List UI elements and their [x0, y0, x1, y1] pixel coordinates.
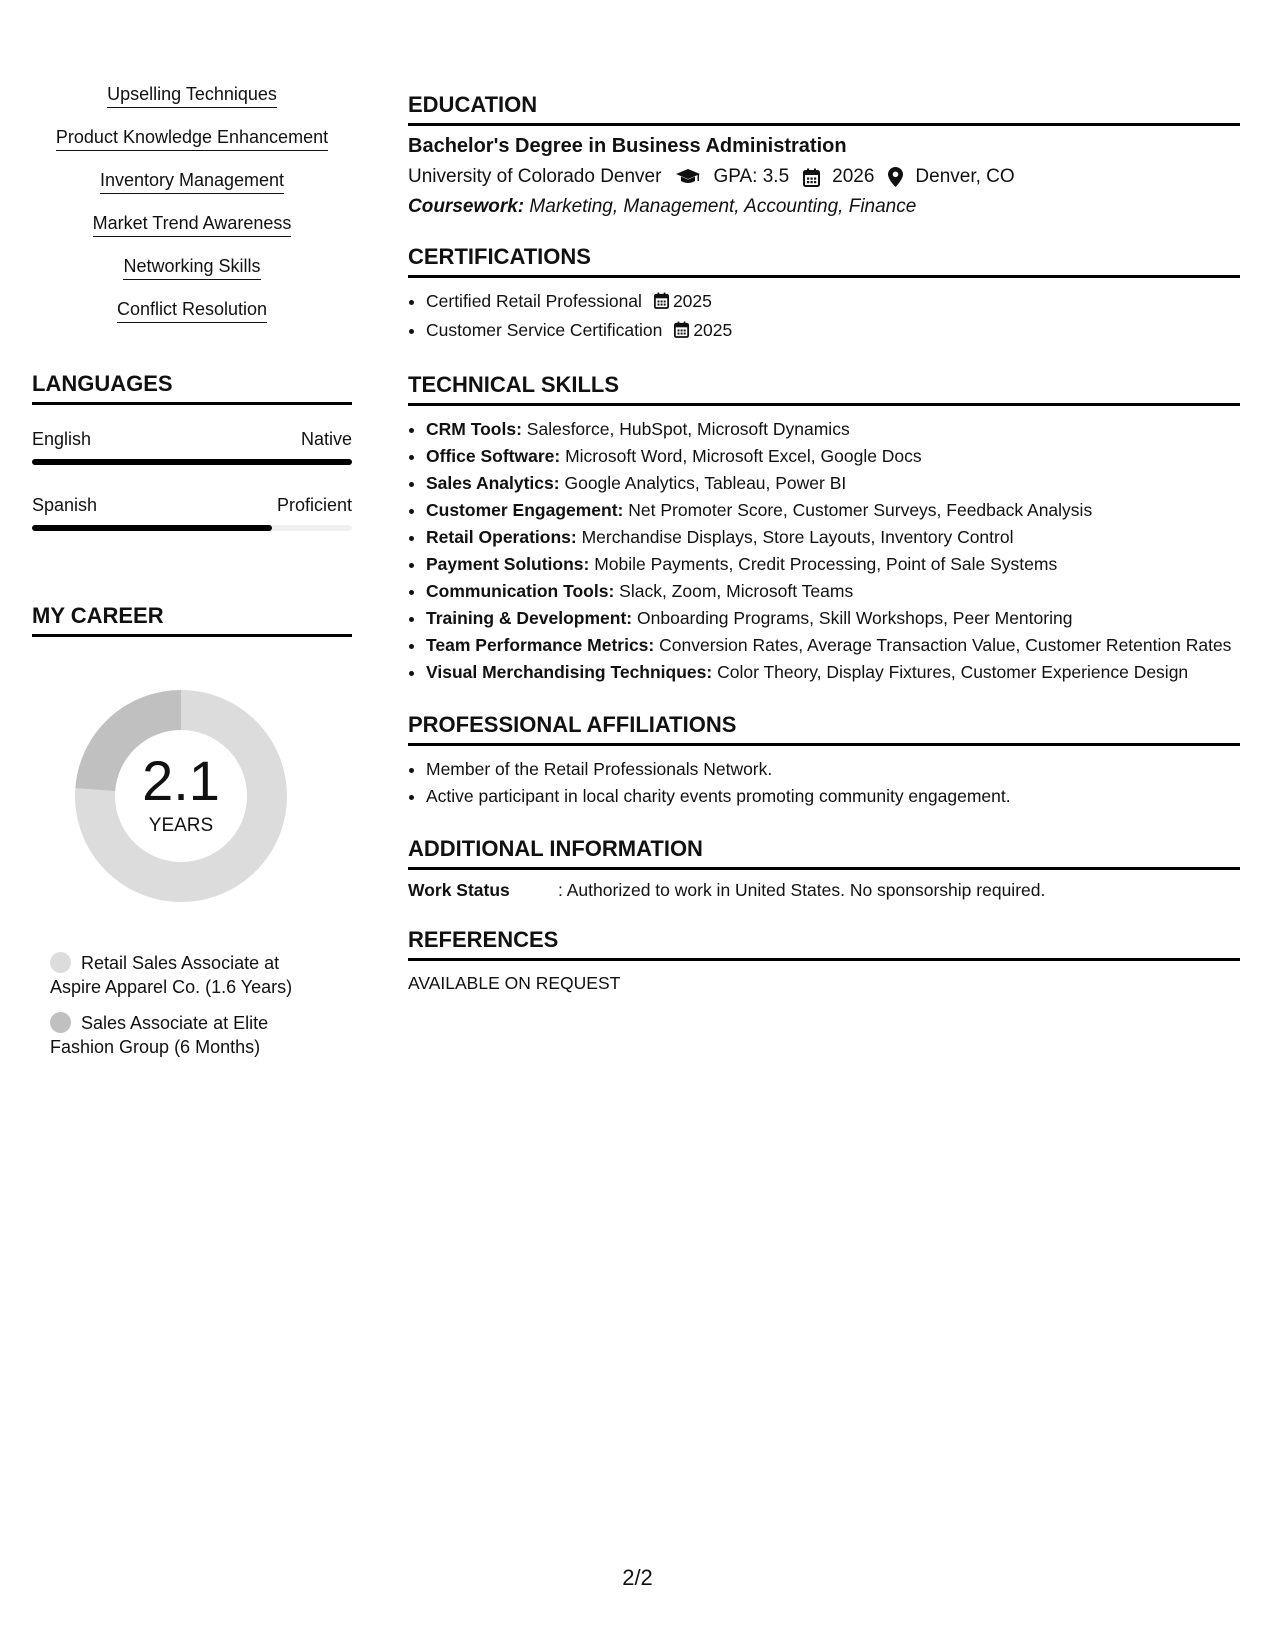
graduation-year: 2026 — [832, 166, 875, 187]
education-section — [408, 92, 1240, 218]
left-column — [32, 84, 352, 1071]
career-legend-item: Retail Sales Associate at Aspire Apparel Co. (1.6 Years) — [50, 953, 293, 997]
additional-info-section — [408, 836, 1240, 901]
calendar-icon — [803, 168, 820, 187]
technical-skills-title: TECHNICAL SKILLS — [408, 372, 1240, 406]
coursework — [408, 196, 1240, 218]
graduation-cap-icon — [675, 168, 701, 186]
legend-dot — [50, 1012, 71, 1033]
work-status-label: Work Status — [408, 880, 510, 900]
references-text: AVAILABLE ON REQUEST — [408, 973, 621, 993]
affiliations-list — [408, 756, 1240, 810]
coursework-label: Coursework: — [408, 196, 525, 217]
career-total: 2.1 — [142, 749, 220, 812]
work-status-value: : Authorized to work in United States. No sponsorship required. — [558, 880, 1046, 900]
certifications-title: CERTIFICATIONS — [408, 244, 1240, 278]
map-pin-icon — [888, 167, 903, 187]
references-section — [408, 927, 1240, 994]
certifications-section — [408, 244, 1240, 346]
language-level: Native — [300, 429, 352, 449]
education-details — [408, 166, 1240, 188]
affiliation-item: • Member of the Retail Professionals Network. — [426, 756, 1240, 783]
affiliations-section — [408, 712, 1240, 810]
technical-skill-item: • Visual Merchandising Techniques: Color Theory, Display Fixtures, Customer Experience Design — [426, 659, 1240, 686]
certifications-list — [408, 288, 1240, 346]
career-unit: YEARS — [148, 815, 214, 836]
language-name: Spanish — [32, 495, 98, 515]
skill-item: Inventory Management — [32, 170, 352, 194]
skills-list — [32, 84, 352, 323]
technical-skills-section — [408, 372, 1240, 686]
career-donut — [66, 681, 296, 911]
skill-item: Networking Skills — [32, 256, 352, 280]
career-title: MY CAREER — [32, 603, 352, 637]
right-column — [408, 92, 1240, 994]
skill-item: Conflict Resolution — [32, 299, 352, 323]
languages-section — [32, 371, 352, 531]
coursework-list: Marketing, Management, Accounting, Finance — [529, 196, 917, 217]
degree-title: Bachelor's Degree in Business Administration — [408, 135, 847, 157]
language-name: English — [32, 429, 92, 449]
additional-info-title: ADDITIONAL INFORMATION — [408, 836, 1240, 870]
technical-skill-item: • Training & Development: Onboarding Programs, Skill Workshops, Peer Mentoring — [426, 605, 1240, 632]
skill-item: Upselling Techniques — [32, 84, 352, 108]
language-item — [32, 429, 352, 465]
education-title: EDUCATION — [408, 92, 1240, 126]
skill-item: Product Knowledge Enhancement — [32, 127, 352, 151]
affiliation-item: • Active participant in local charity events promoting community engagement. — [426, 783, 1240, 810]
references-title: REFERENCES — [408, 927, 1240, 961]
work-status — [408, 880, 1240, 901]
calendar-icon — [674, 319, 689, 346]
technical-skill-item: • Retail Operations: Merchandise Displays, Store Layouts, Inventory Control — [426, 524, 1240, 551]
career-legend — [50, 951, 352, 1059]
languages-title: LANGUAGES — [32, 371, 352, 405]
school-location: Denver, CO — [915, 166, 1015, 187]
technical-skill-item: • Office Software: Microsoft Word, Microsoft Excel, Google Docs — [426, 443, 1240, 470]
technical-skill-item: • Communication Tools: Slack, Zoom, Microsoft Teams — [426, 578, 1240, 605]
language-bar — [32, 459, 352, 465]
language-bar — [32, 525, 352, 531]
certification-item: • Certified Retail Professional 2025 — [426, 288, 1240, 317]
career-section — [32, 603, 352, 1059]
technical-skill-item: • CRM Tools: Salesforce, HubSpot, Microsoft Dynamics — [426, 416, 1240, 443]
language-item — [32, 495, 352, 531]
technical-skills-list — [408, 416, 1240, 686]
legend-dot — [50, 952, 71, 973]
technical-skill-item: • Team Performance Metrics: Conversion Rates, Average Transaction Value, Customer Retention Rates — [426, 632, 1240, 659]
technical-skill-item: • Sales Analytics: Google Analytics, Tableau, Power BI — [426, 470, 1240, 497]
affiliations-title: PROFESSIONAL AFFILIATIONS — [408, 712, 1240, 746]
page-number: 2/2 — [622, 1565, 653, 1590]
skill-item: Market Trend Awareness — [32, 213, 352, 237]
school-name: University of Colorado Denver — [408, 166, 662, 187]
certification-item: • Customer Service Certification 2025 — [426, 317, 1240, 346]
technical-skill-item: • Payment Solutions: Mobile Payments, Credit Processing, Point of Sale Systems — [426, 551, 1240, 578]
career-legend-item: Sales Associate at Elite Fashion Group (6 Months) — [50, 1013, 269, 1057]
gpa: GPA: 3.5 — [713, 166, 790, 187]
language-level: Proficient — [276, 495, 352, 515]
calendar-icon — [654, 290, 669, 317]
technical-skill-item: • Customer Engagement: Net Promoter Score, Customer Surveys, Feedback Analysis — [426, 497, 1240, 524]
